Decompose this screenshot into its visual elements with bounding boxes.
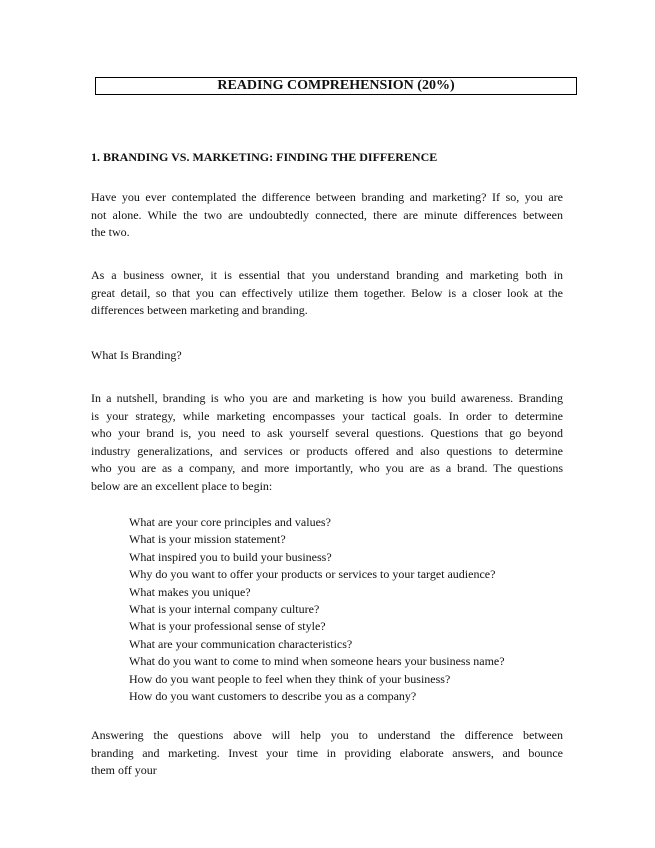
paragraph-line: industry generalizations, and services or products offered and also questions to determine xyxy=(91,443,563,458)
paragraph-line: who you are as a company, and more importantly, who you are as a brand. The questions xyxy=(91,461,563,475)
list-item: What is your internal company culture? xyxy=(129,602,320,617)
page-title: READING COMPREHENSION (20%) xyxy=(95,77,577,95)
list-item: How do you want people to feel when they think of your business? xyxy=(129,671,451,686)
paragraph-line: Have you ever contemplated the difference between branding and marketing? If so, you are xyxy=(91,190,563,204)
list-item: Why do you want to offer your products or services to your target audience? xyxy=(129,567,496,582)
paragraph-line: As a business owner, it is essential that you understand branding and marketing both in xyxy=(91,268,563,282)
list-item: What do you want to come to mind when someone hears your business name? xyxy=(129,654,505,669)
list-item: What are your communication characteristics? xyxy=(129,636,353,651)
paragraph-line: below are an excellent place to begin: xyxy=(91,478,273,493)
paragraph-line: great detail, so that you can effectively utilize them together. Below is a closer look at the xyxy=(91,285,563,300)
paragraph-business-owner xyxy=(91,267,563,320)
paragraph-line: differences between marketing and branding. xyxy=(91,303,308,317)
list-item: What inspired you to build your business? xyxy=(129,549,332,564)
paragraph-conclusion xyxy=(91,727,563,780)
list-item: What makes you unique? xyxy=(129,584,251,599)
paragraph-nutshell xyxy=(91,390,563,495)
branding-questions-list xyxy=(129,514,505,705)
paragraph-line: is your strategy, while marketing encompasses your tactical goals. In order to determine xyxy=(91,408,563,423)
section-heading: 1. BRANDING VS. MARKETING: FINDING THE DIFFERENCE xyxy=(91,150,438,164)
list-item: What are your core principles and values? xyxy=(129,515,331,529)
list-item: What is your professional sense of style? xyxy=(129,619,326,634)
paragraph-line: who your brand is, you need to ask yourself several questions. Questions that go beyond xyxy=(91,426,563,440)
paragraph-line: branding and marketing. Invest your time in providing elaborate answers, and bounce xyxy=(91,745,563,760)
subheading-what-is-branding: What Is Branding? xyxy=(91,348,182,362)
paragraph-intro xyxy=(91,189,563,242)
paragraph-line: them off your xyxy=(91,763,157,777)
list-item: What is your mission statement? xyxy=(129,532,286,547)
paragraph-line: the two. xyxy=(91,225,130,239)
paragraph-line: not alone. While the two are undoubtedly connected, there are minute differences between xyxy=(91,207,563,222)
list-item: How do you want customers to describe you as a company? xyxy=(129,689,417,704)
paragraph-line: Answering the questions above will help you to understand the difference between xyxy=(91,728,563,742)
paragraph-line: In a nutshell, branding is who you are and marketing is how you build awareness. Branding xyxy=(91,391,563,405)
